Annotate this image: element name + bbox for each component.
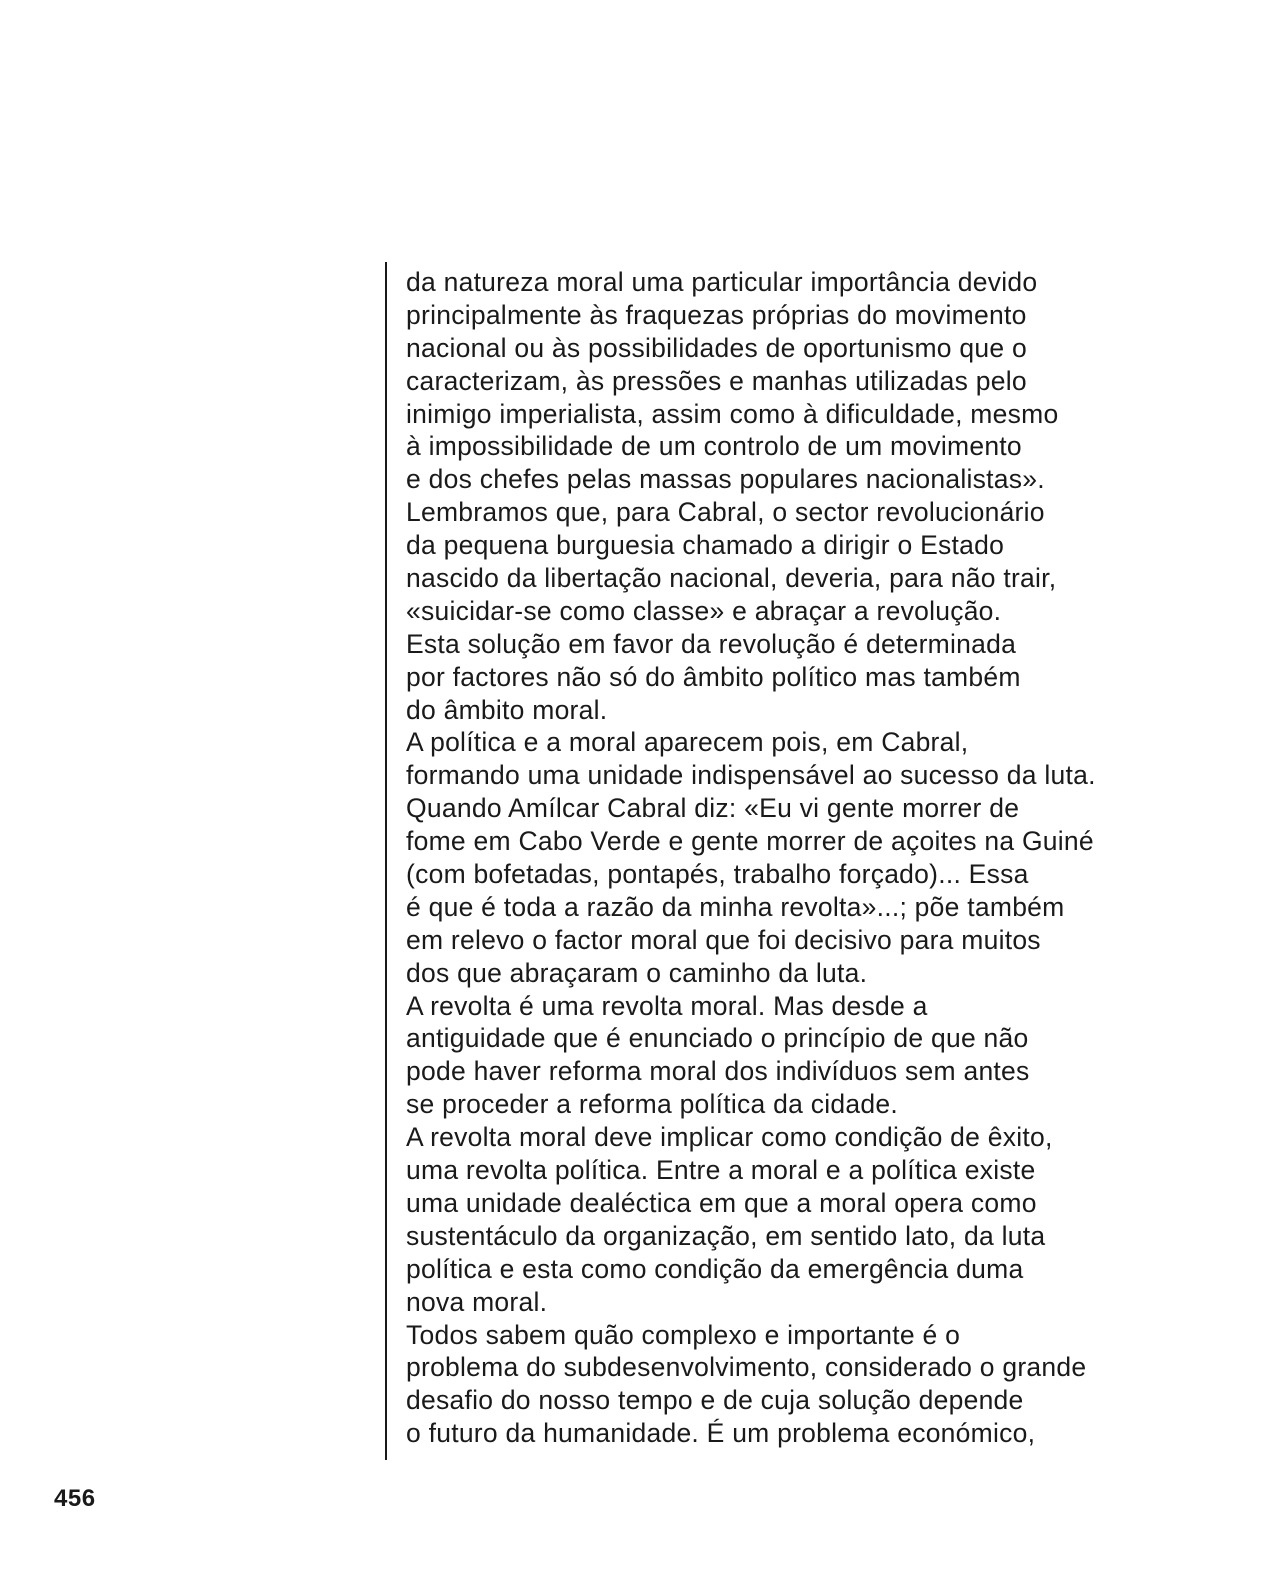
text-line: à impossibilidade de um controlo de um movimento: [406, 431, 1022, 462]
text-line: em relevo o factor moral que foi decisivo para muitos: [406, 924, 1041, 955]
text-line: é que é toda a razão da minha revolta»...; põe também: [406, 891, 1065, 922]
text-line: política e esta como condição da emergência duma: [406, 1253, 1024, 1284]
text-line: o futuro da humanidade. É um problema económico,: [406, 1418, 1036, 1449]
text-line: Lembramos que, para Cabral, o sector revolucionário: [406, 497, 1045, 528]
text-line: pode haver reforma moral dos indivíduos sem antes: [406, 1056, 1030, 1087]
text-line: antiguidade que é enunciado o princípio de que não: [406, 1023, 1029, 1054]
text-line: inimigo imperialista, assim como à dificuldade, mesmo: [406, 398, 1059, 429]
text-line: sustentáculo da organização, em sentido lato, da luta: [406, 1220, 1046, 1251]
text-line: caracterizam, às pressões e manhas utilizadas pelo: [406, 365, 1027, 396]
text-line: se proceder a reforma política da cidade.: [406, 1089, 898, 1120]
text-line: problema do subdesenvolvimento, considerado o grande: [406, 1352, 1087, 1383]
text-line: uma revolta política. Entre a moral e a política existe: [406, 1155, 1036, 1186]
text-line: Esta solução em favor da revolução é determinada: [406, 628, 1017, 659]
margin-rule: [385, 262, 387, 1460]
text-line: Quando Amílcar Cabral diz: «Eu vi gente morrer de: [406, 793, 1020, 824]
text-line: nova moral.: [406, 1286, 548, 1317]
text-line: por factores não só do âmbito político mas também: [406, 661, 1021, 692]
text-line: da pequena burguesia chamado a dirigir o Estado: [406, 530, 1005, 561]
text-line: do âmbito moral.: [406, 694, 608, 725]
text-line: desafio do nosso tempo e de cuja solução depende: [406, 1385, 1024, 1416]
text-line: e dos chefes pelas massas populares nacionalistas».: [406, 464, 1045, 495]
body-text: [406, 266, 1256, 1450]
text-line: nacional ou às possibilidades de oportunismo que o: [406, 332, 1027, 363]
text-line: da natureza moral uma particular importância devido: [406, 267, 1038, 297]
text-line: (com bofetadas, pontapés, trabalho forçado)... Essa: [406, 859, 1029, 890]
text-line: A revolta é uma revolta moral. Mas desde a: [406, 990, 928, 1021]
text-line: uma unidade dealéctica em que a moral opera como: [406, 1187, 1037, 1218]
text-line: «suicidar-se como classe» e abraçar a revolução.: [406, 595, 1002, 626]
text-line: A revolta moral deve implicar como condição de êxito,: [406, 1122, 1053, 1153]
text-line: fome em Cabo Verde e gente morrer de açoites na Guiné: [406, 826, 1094, 857]
text-line: nascido da libertação nacional, deveria, para não trair,: [406, 563, 1057, 594]
page-number: 456: [54, 1485, 96, 1512]
text-line: principalmente às fraquezas próprias do movimento: [406, 299, 1027, 330]
text-line: Todos sabem quão complexo e importante é o: [406, 1319, 961, 1350]
text-line: formando uma unidade indispensável ao sucesso da luta.: [406, 760, 1096, 791]
text-line: dos que abraçaram o caminho da luta.: [406, 957, 868, 988]
text-line: A política e a moral aparecem pois, em Cabral,: [406, 727, 969, 758]
